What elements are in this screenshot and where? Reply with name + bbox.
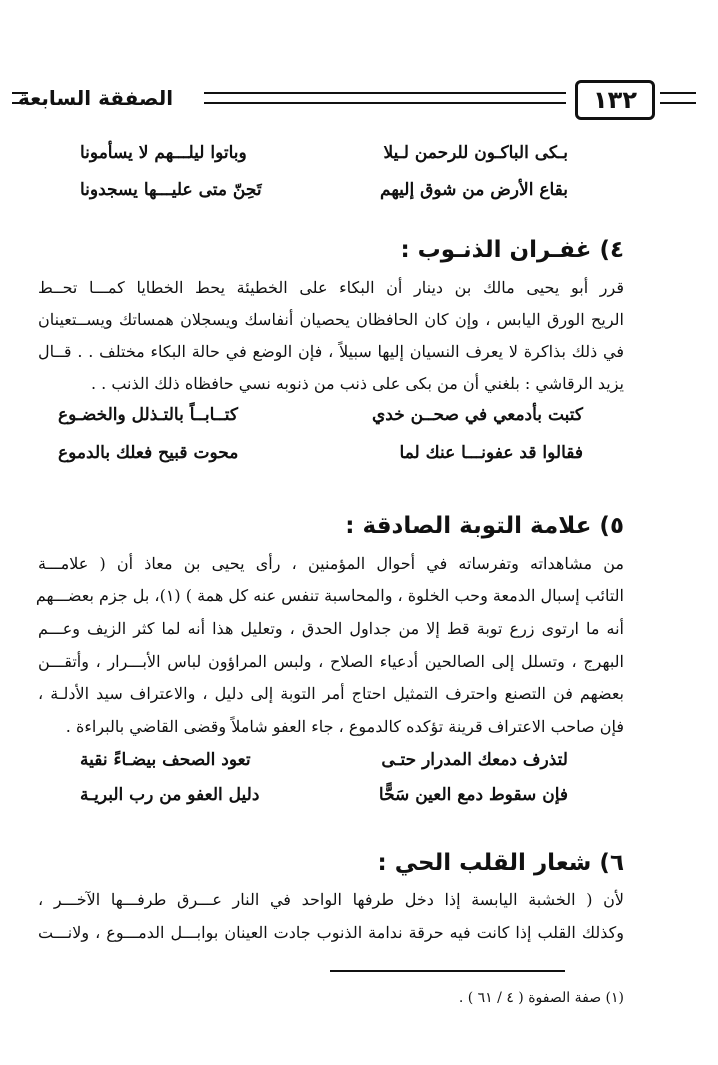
section5-line4: البهرج ، وتسلل إلى الصالحين أدعياء الصلاح ، ولبس المراؤون لباس الأبـــرار ، وأتقـــن	[38, 652, 624, 671]
section5-line3: أنه ما ارتوى زرع توبة قط إلا من جداول الحدق ، وتعليل هذا أنه لما كثر الزيف وعـــم	[38, 619, 624, 638]
poem1-verse2-second: تَحِنّ متى عليـــها يسجدونا	[80, 180, 262, 200]
section5-line1: من مشاهداته وتفرساته في أحوال المؤمنين ، رأى يحيى بن معاذ أن ( علامـــة	[38, 554, 624, 573]
section5-verse1-second: تعود الصحف بيضـاءً نقية	[80, 750, 251, 770]
section4-verse1-first: كتبت بأدمعي في صحــن خدي	[371, 405, 583, 425]
section4-line3: في ذلك بذاكرة لا يعرف النسيان إليها سبيلاً ، فإن الوضع في حالة البكاء مختلف . . قــال	[38, 342, 624, 361]
section6-heading: ٦) شعار القلب الحي :	[377, 850, 624, 876]
section5-verse2-first: فإن سقوط دمع العين سَحًّا	[378, 785, 568, 805]
header-rule-right	[660, 92, 696, 104]
footnote-separator	[330, 970, 565, 972]
poem1-verse2-first: بقاع الأرض من شوق إليهم	[380, 180, 568, 200]
footnote: (١) صفة الصفوة ( ٤ / ٦١ ) .	[458, 990, 624, 1006]
poem1-verse1-second: وباتوا ليلـــهم لا يسأمونا	[80, 143, 247, 163]
section5-line5: بعضهم فن التصنع واحترف التمثيل احتاج أمر التوبة إلى دليل ، والاعتراف سيد الأدلـة ،	[38, 684, 624, 703]
section6-line1: لأن ( الخشبة اليابسة إذا دخل طرفها الواحد في النار عـــرق طرفـــها الآخـــر ،	[38, 890, 624, 909]
page-number: ١٣٢	[575, 80, 655, 120]
poem1-verse1-first: بـكى الباكـون للرحمن لـيلا	[383, 143, 568, 163]
section4-verse2-first: فقالوا قد عفونـــا عنك لما	[399, 443, 583, 463]
section4-verse2-second: محوت قبيح فعلك بالدموع	[58, 443, 239, 463]
section5-line6: فإن صاحب الاعتراف قرينة تؤكده كالدموع ، جاء العفو شاملاً وقضى القاضي بالبراءة .	[65, 717, 624, 736]
section4-heading: ٤) غفـران الذنـوب :	[400, 237, 624, 263]
section4-verse1-second: كتــابــاً بالتـذلل والخضـوع	[58, 405, 238, 425]
page-header	[12, 80, 702, 124]
section5-heading: ٥) علامة التوبة الصادقة :	[345, 513, 624, 539]
chapter-title: الصفقة السابعة	[18, 86, 174, 110]
section5-verse1-first: لتذرف دمعك المدرار حتـى	[381, 750, 568, 770]
section4-line2: الريح الورق اليابس ، وإن كان الحافظان يحصيان أنفاسك ويسجلان همساتك ويســتعينان	[38, 310, 624, 329]
section5-line2: التائب إسبال الدمعة وحب الخلوة ، والمحاسبة تنفس عنه كل همة ) (١)، بل جزم بعضـــهم	[35, 586, 624, 605]
section4-line1: قرر أبو يحيى مالك بن دينار أن البكاء على الخطيئة يحط الخطايا كمـــا تحــط	[38, 278, 625, 297]
section5-verse2-second: دليل العفو من رب البريـة	[80, 785, 260, 805]
header-rule-middle	[204, 92, 566, 104]
section6-line2: وكذلك القلب إذا كانت فيه حرقة ندامة الذنوب جادت العينان بوابـــل الدمـــوع ، ولانـــت	[38, 923, 624, 942]
header-rule-left	[12, 92, 28, 104]
section4-line4: يزيد الرقاشي : بلغني أن من بكى على ذنب من ذنوبه نسي حافظاه ذلك الذنب . .	[90, 374, 624, 393]
